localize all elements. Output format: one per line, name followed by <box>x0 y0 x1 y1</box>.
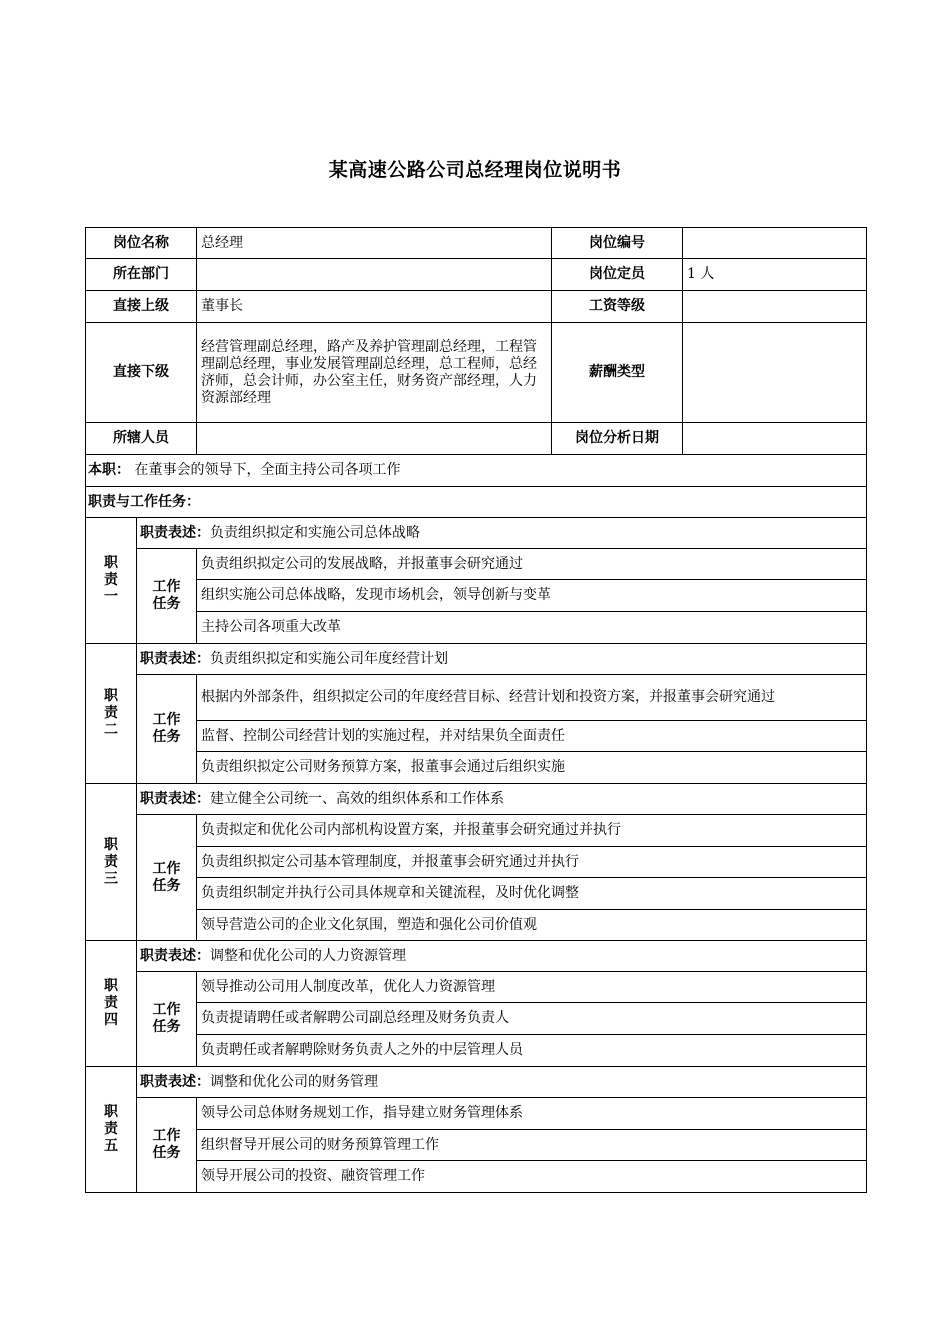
duty-desc <box>137 644 867 675</box>
task-label <box>137 972 197 1067</box>
duty-task-row <box>86 752 867 784</box>
task-item: 领导公司总体财务规划工作，指导建立财务管理体系 <box>197 1098 867 1130</box>
task-item: 负责组织拟定公司的发展战略，并报董事会研究通过 <box>197 549 867 580</box>
duty-name-char: 二 <box>104 722 118 738</box>
duty-task-row <box>86 549 867 580</box>
duty-task-row <box>86 1035 867 1067</box>
analysis-date-label: 岗位分析日期 <box>552 423 683 455</box>
task-label <box>137 675 197 784</box>
task-label-line: 任务 <box>152 729 181 745</box>
duty-desc-row <box>86 518 867 549</box>
duty-task-row <box>86 815 867 847</box>
role-cell <box>86 455 867 487</box>
task-label-line: 工作 <box>152 579 181 595</box>
task-item: 领导开展公司的投资、融资管理工作 <box>197 1161 867 1193</box>
task-item: 负责聘任或者解聘除财务负责人之外的中层管理人员 <box>197 1035 867 1067</box>
job-description-table <box>85 227 867 1193</box>
task-label-line: 任务 <box>152 1145 181 1161</box>
task-item: 领导营造公司的企业文化氛围，塑造和强化公司价值观 <box>197 910 867 941</box>
duty-name <box>86 518 137 644</box>
duty-task-row <box>86 847 867 878</box>
role-label: 本职 <box>88 462 116 478</box>
row-superior <box>86 291 867 323</box>
task-label-line: 工作 <box>152 1128 181 1144</box>
duty-desc-text: 调整和优化公司的人力资源管理 <box>210 947 406 964</box>
duty-task-row <box>86 675 867 721</box>
duty-name-char: 职 <box>104 555 118 571</box>
duty-name-char: 责 <box>104 572 118 588</box>
pay-type-value <box>683 323 867 423</box>
position-name-label: 岗位名称 <box>86 228 197 259</box>
duty-name <box>86 941 137 1067</box>
duty-desc-label: 职责表述： <box>140 1073 210 1090</box>
duty-desc-label: 职责表述： <box>140 524 210 541</box>
duty-name-char: 责 <box>104 705 118 721</box>
duty-name-char: 责 <box>104 1121 118 1137</box>
duty-task-row <box>86 1098 867 1130</box>
task-item: 负责拟定和优化公司内部机构设置方案，并报董事会研究通过并执行 <box>197 815 867 847</box>
duty-desc-row <box>86 1067 867 1098</box>
task-item: 监督、控制公司经营计划的实施过程，并对结果负全面责任 <box>197 721 867 752</box>
task-item: 组织实施公司总体战略，发现市场机会，领导创新与变革 <box>197 580 867 612</box>
position-name-value: 总经理 <box>197 228 552 259</box>
salary-grade-label: 工资等级 <box>552 291 683 323</box>
row-role <box>86 455 867 487</box>
task-item: 根据内外部条件，组织拟定公司的年度经营目标、经营计划和投资方案，并报董事会研究通过 <box>197 675 867 721</box>
superior-value: 董事长 <box>197 291 552 323</box>
duty-task-row <box>86 910 867 941</box>
duty-name <box>86 1067 137 1193</box>
task-label-line: 工作 <box>152 860 181 877</box>
document-title: 某高速公路公司总经理岗位说明书 <box>328 159 622 181</box>
task-label-line: 任务 <box>152 877 181 894</box>
duty-name <box>86 644 137 784</box>
superior-label: 直接上级 <box>86 291 197 323</box>
headcount-label: 岗位定员 <box>552 259 683 291</box>
duty-task-row <box>86 612 867 644</box>
task-label <box>137 815 197 941</box>
duty-desc-row <box>86 941 867 972</box>
staff-label: 所辖人员 <box>86 423 197 455</box>
position-no-value <box>683 228 867 259</box>
duties-section <box>86 518 867 1193</box>
task-item: 负责组织拟定公司财务预算方案，报董事会通过后组织实施 <box>197 752 867 784</box>
department-label: 所在部门 <box>86 259 197 291</box>
analysis-date-value <box>683 423 867 455</box>
duty-task-row <box>86 580 867 612</box>
duty-name-char: 职 <box>104 836 118 853</box>
duty-desc-label: 职责表述： <box>140 790 210 807</box>
task-label-line: 任务 <box>152 596 181 612</box>
role-colon: ： <box>116 462 130 478</box>
duty-task-row <box>86 1161 867 1193</box>
duty-desc <box>137 941 867 972</box>
row-duties-header <box>86 487 867 518</box>
duty-desc <box>137 784 867 815</box>
role-text: 在董事会的领导下，全面主持公司各项工作 <box>134 462 401 478</box>
duty-name-char: 四 <box>104 1012 118 1028</box>
task-label <box>137 549 197 644</box>
row-subordinates <box>86 323 867 423</box>
duty-task-row <box>86 721 867 752</box>
duty-task-row <box>86 1130 867 1161</box>
duty-name-char: 五 <box>104 1138 118 1154</box>
duty-name <box>86 784 137 941</box>
position-no-label: 岗位编号 <box>552 228 683 259</box>
duty-name-char: 责 <box>104 995 118 1011</box>
duty-desc-row <box>86 644 867 675</box>
task-item: 主持公司各项重大改革 <box>197 612 867 644</box>
headcount-value: 1 人 <box>683 259 867 291</box>
duties-header: 职责与工作任务： <box>86 487 867 518</box>
duty-desc-text: 调整和优化公司的财务管理 <box>210 1073 378 1090</box>
task-label-line: 任务 <box>152 1019 181 1035</box>
duty-desc-label: 职责表述： <box>140 650 210 667</box>
duty-desc <box>137 518 867 549</box>
duty-name-char: 三 <box>104 870 118 887</box>
duty-desc <box>137 1067 867 1098</box>
task-label-line: 工作 <box>152 712 181 728</box>
duty-name-char: 职 <box>104 978 118 994</box>
duty-name-char: 职 <box>104 1104 118 1120</box>
duty-task-row <box>86 972 867 1003</box>
task-label-line: 工作 <box>152 1002 181 1018</box>
task-item: 领导推动公司用人制度改革，优化人力资源管理 <box>197 972 867 1003</box>
pay-type-label: 薪酬类型 <box>552 323 683 423</box>
duty-desc-text: 负责组织拟定和实施公司总体战略 <box>210 524 420 541</box>
duty-name-char: 一 <box>104 589 118 605</box>
row-staff <box>86 423 867 455</box>
task-item: 负责组织制定并执行公司具体规章和关键流程，及时优化调整 <box>197 878 867 910</box>
duty-desc-row <box>86 784 867 815</box>
row-department <box>86 259 867 291</box>
duty-desc-text: 建立健全公司统一、高效的组织体系和工作体系 <box>210 790 504 807</box>
task-item: 负责提请聘任或者解聘公司副总经理及财务负责人 <box>197 1003 867 1035</box>
task-item: 组织督导开展公司的财务预算管理工作 <box>197 1130 867 1161</box>
duty-name-char: 责 <box>104 853 118 870</box>
duty-desc-text: 负责组织拟定和实施公司年度经营计划 <box>210 650 448 667</box>
department-value <box>197 259 552 291</box>
staff-value <box>197 423 552 455</box>
subordinates-label: 直接下级 <box>86 323 197 423</box>
task-item: 负责组织拟定公司基本管理制度，并报董事会研究通过并执行 <box>197 847 867 878</box>
duty-name-char: 职 <box>104 688 118 704</box>
salary-grade-value <box>683 291 867 323</box>
duty-desc-label: 职责表述： <box>140 947 210 964</box>
duty-task-row <box>86 1003 867 1035</box>
row-position-name <box>86 228 867 259</box>
subordinates-value: 经营管理副总经理，路产及养护管理副总经理，工程管理副总经理，事业发展管理副总经理，总工程师，总经济师，总会计师，办公室主任，财务资产部经理，人力资源部经理 <box>197 323 552 423</box>
task-label <box>137 1098 197 1193</box>
duty-task-row <box>86 878 867 910</box>
